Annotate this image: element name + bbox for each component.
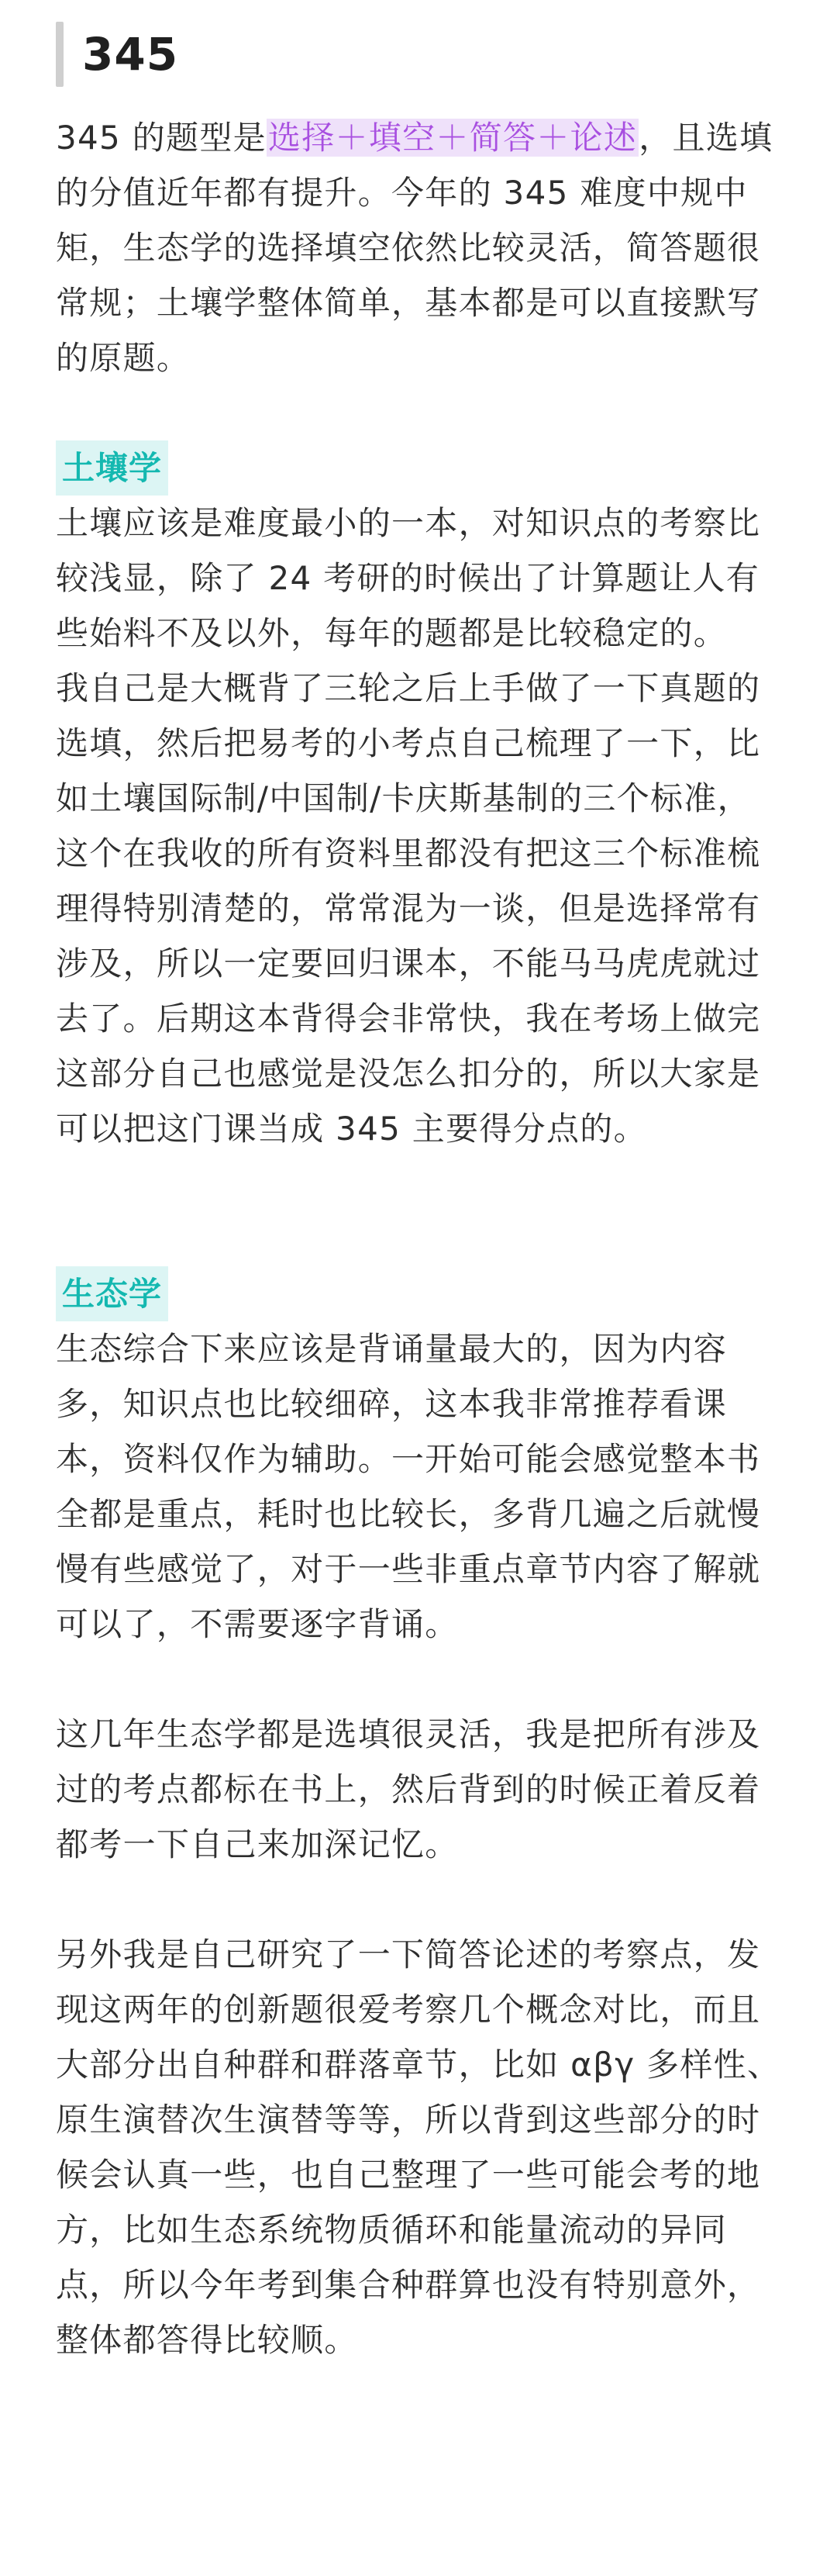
ecology-paragraph-3: 另外我是自己研究了一下简答论述的考察点，发现这两年的创新题很爱考察几个概念对比，而且大部分出自种群和群落章节，比如 αβγ 多样性、原生演替次生演替等等，所以背到这些部分的时候会认真一些，也自己整理了一些可能会考的地方，比如生态系统物质循环和能量流动的异同点，所以今年考到集合种群算也没有特别意外，整体都答得比较顺。 [56, 1935, 781, 2359]
soil-paragraph-1: 土壤应该是难度最小的一本，对知识点的考察比较浅显，除了 24 考研的时候出了计算题让人有些始料不及以外，每年的题都是比较稳定的。 [56, 504, 761, 652]
title-accent-bar [56, 22, 64, 87]
title-row [56, 22, 781, 87]
intro-suffix: ，且选填的分值近年都有提升。今年的 345 难度中规中矩，生态学的选择填空依然比较灵活，简答题很常规；土壤学整体简单，基本都是可以直接默写的原题。 [56, 119, 773, 377]
section-soil [56, 440, 781, 1156]
intro-paragraph [56, 110, 781, 385]
spacer [56, 1156, 781, 1266]
ecology-paragraph-2: 这几年生态学都是选填很灵活，我是把所有涉及过的考点都标在书上，然后背到的时候正着反着都考一下自己来加深记忆。 [56, 1715, 761, 1863]
page-title: 345 [82, 28, 179, 81]
intro-highlight: 选择＋填空＋简答＋论述 [267, 119, 638, 157]
ecology-paragraph-1: 生态综合下来应该是背诵量最大的，因为内容多，知识点也比较细碎，这本我非常推荐看课本，资料仅作为辅助。一开始可能会感觉整本书全都是重点，耗时也比较长，多背几遍之后就慢慢有些感觉了，对于一些非重点章节内容了解就可以了，不需要逐字背诵。 [56, 1330, 761, 1643]
spacer [56, 1652, 781, 1707]
spacer [56, 1872, 781, 1927]
section-heading-soil: 土壤学 [56, 440, 168, 496]
section-ecology [56, 1266, 781, 2367]
intro-prefix: 345 的题型是 [56, 119, 267, 157]
section-heading-ecology: 生态学 [56, 1266, 168, 1321]
spacer [56, 385, 781, 440]
soil-paragraph-2: 我自己是大概背了三轮之后上手做了一下真题的选填，然后把易考的小考点自己梳理了一下，比如土壤国际制/中国制/卡庆斯基制的三个标准，这个在我收的所有资料里都没有把这三个标准梳理得特别清楚的，常常混为一谈，但是选择常有涉及，所以一定要回归课本，不能马马虎虎就过去了。后期这本背得会非常快，我在考场上做完这部分自己也感觉是没怎么扣分的，所以大家是可以把这门课当成 345 主要得分点的。 [56, 669, 761, 1148]
